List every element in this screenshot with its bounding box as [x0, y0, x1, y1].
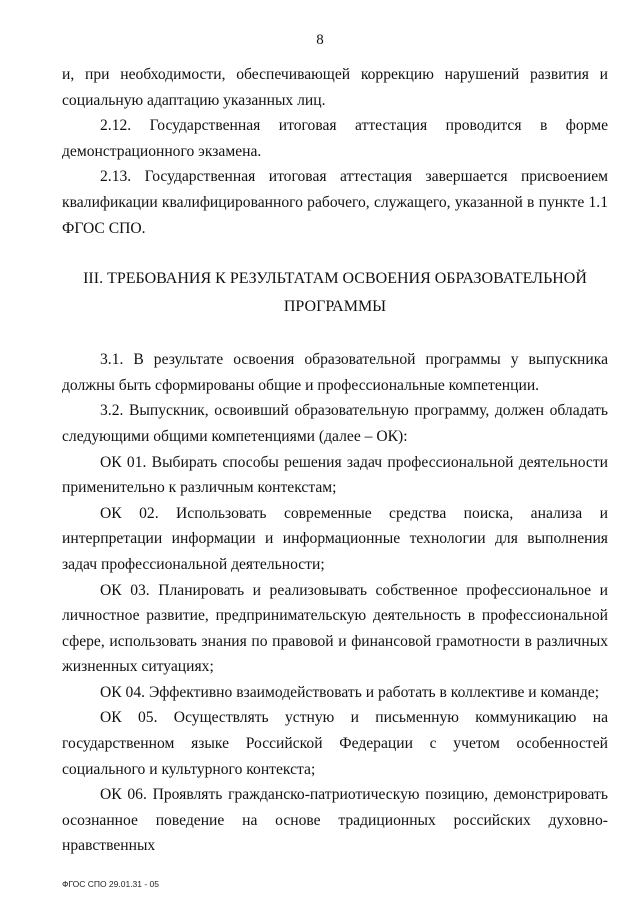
competency-ok-04: ОК 04. Эффективно взаимодействовать и работать в коллективе и команде;	[100, 683, 600, 701]
paragraph-continuation: и, при необходимости, обеспечивающей коррекцию нарушений развития и социальную адаптацию указанных лиц.	[62, 66, 608, 109]
paragraph-3-2: 3.2. Выпускник, освоивший образовательную программу, должен обладать следующими общими компетенциями (далее – ОК):	[62, 402, 608, 445]
page-number: 8	[316, 32, 324, 48]
page-content	[62, 62, 608, 859]
competency-ok-03: ОК 03. Планировать и реализовывать собственное профессиональное и личностное развитие, предпринимательскую деятельность в профессиональной сфере, использовать знания по правовой и финансовой грамотности в различных жизненных ситуациях;	[62, 581, 608, 676]
paragraph-2-13: 2.13. Государственная итоговая аттестация завершается присвоением квалификации квалифицированного рабочего, служащего, указанной в пункте 1.1 ФГОС СПО.	[62, 168, 608, 237]
section-heading: III. ТРЕБОВАНИЯ К РЕЗУЛЬТАТАМ ОСВОЕНИЯ ОБРАЗОВАТЕЛЬНОЙ ПРОГРАММЫ	[83, 270, 587, 316]
competency-ok-02: ОК 02. Использовать современные средства поиска, анализа и интерпретации информации и информационные технологии для выполнения задач профессиональной деятельности;	[62, 504, 608, 573]
competency-ok-05: ОК 05. Осуществлять устную и письменную коммуникацию на государственном языке Российской Федерации с учетом особенностей социального и культурного контекста;	[62, 709, 608, 778]
paragraph-3-1: 3.1. В результате освоения образовательной программы у выпускника должны быть сформированы общие и профессиональные компетенции.	[62, 351, 608, 394]
competency-ok-06: ОК 06. Проявлять гражданско-патриотическую позицию, демонстрировать осознанное поведение на основе традиционных российских духовно-нравственных	[62, 786, 608, 855]
paragraph-2-12: 2.12. Государственная итоговая аттестация проводится в форме демонстрационного экзамена.	[62, 117, 608, 160]
footer-code: ФГОС СПО 29.01.31 - 05	[62, 879, 160, 889]
competency-ok-01: ОК 01. Выбирать способы решения задач профессиональной деятельности применительно к различным контекстам;	[62, 453, 608, 497]
